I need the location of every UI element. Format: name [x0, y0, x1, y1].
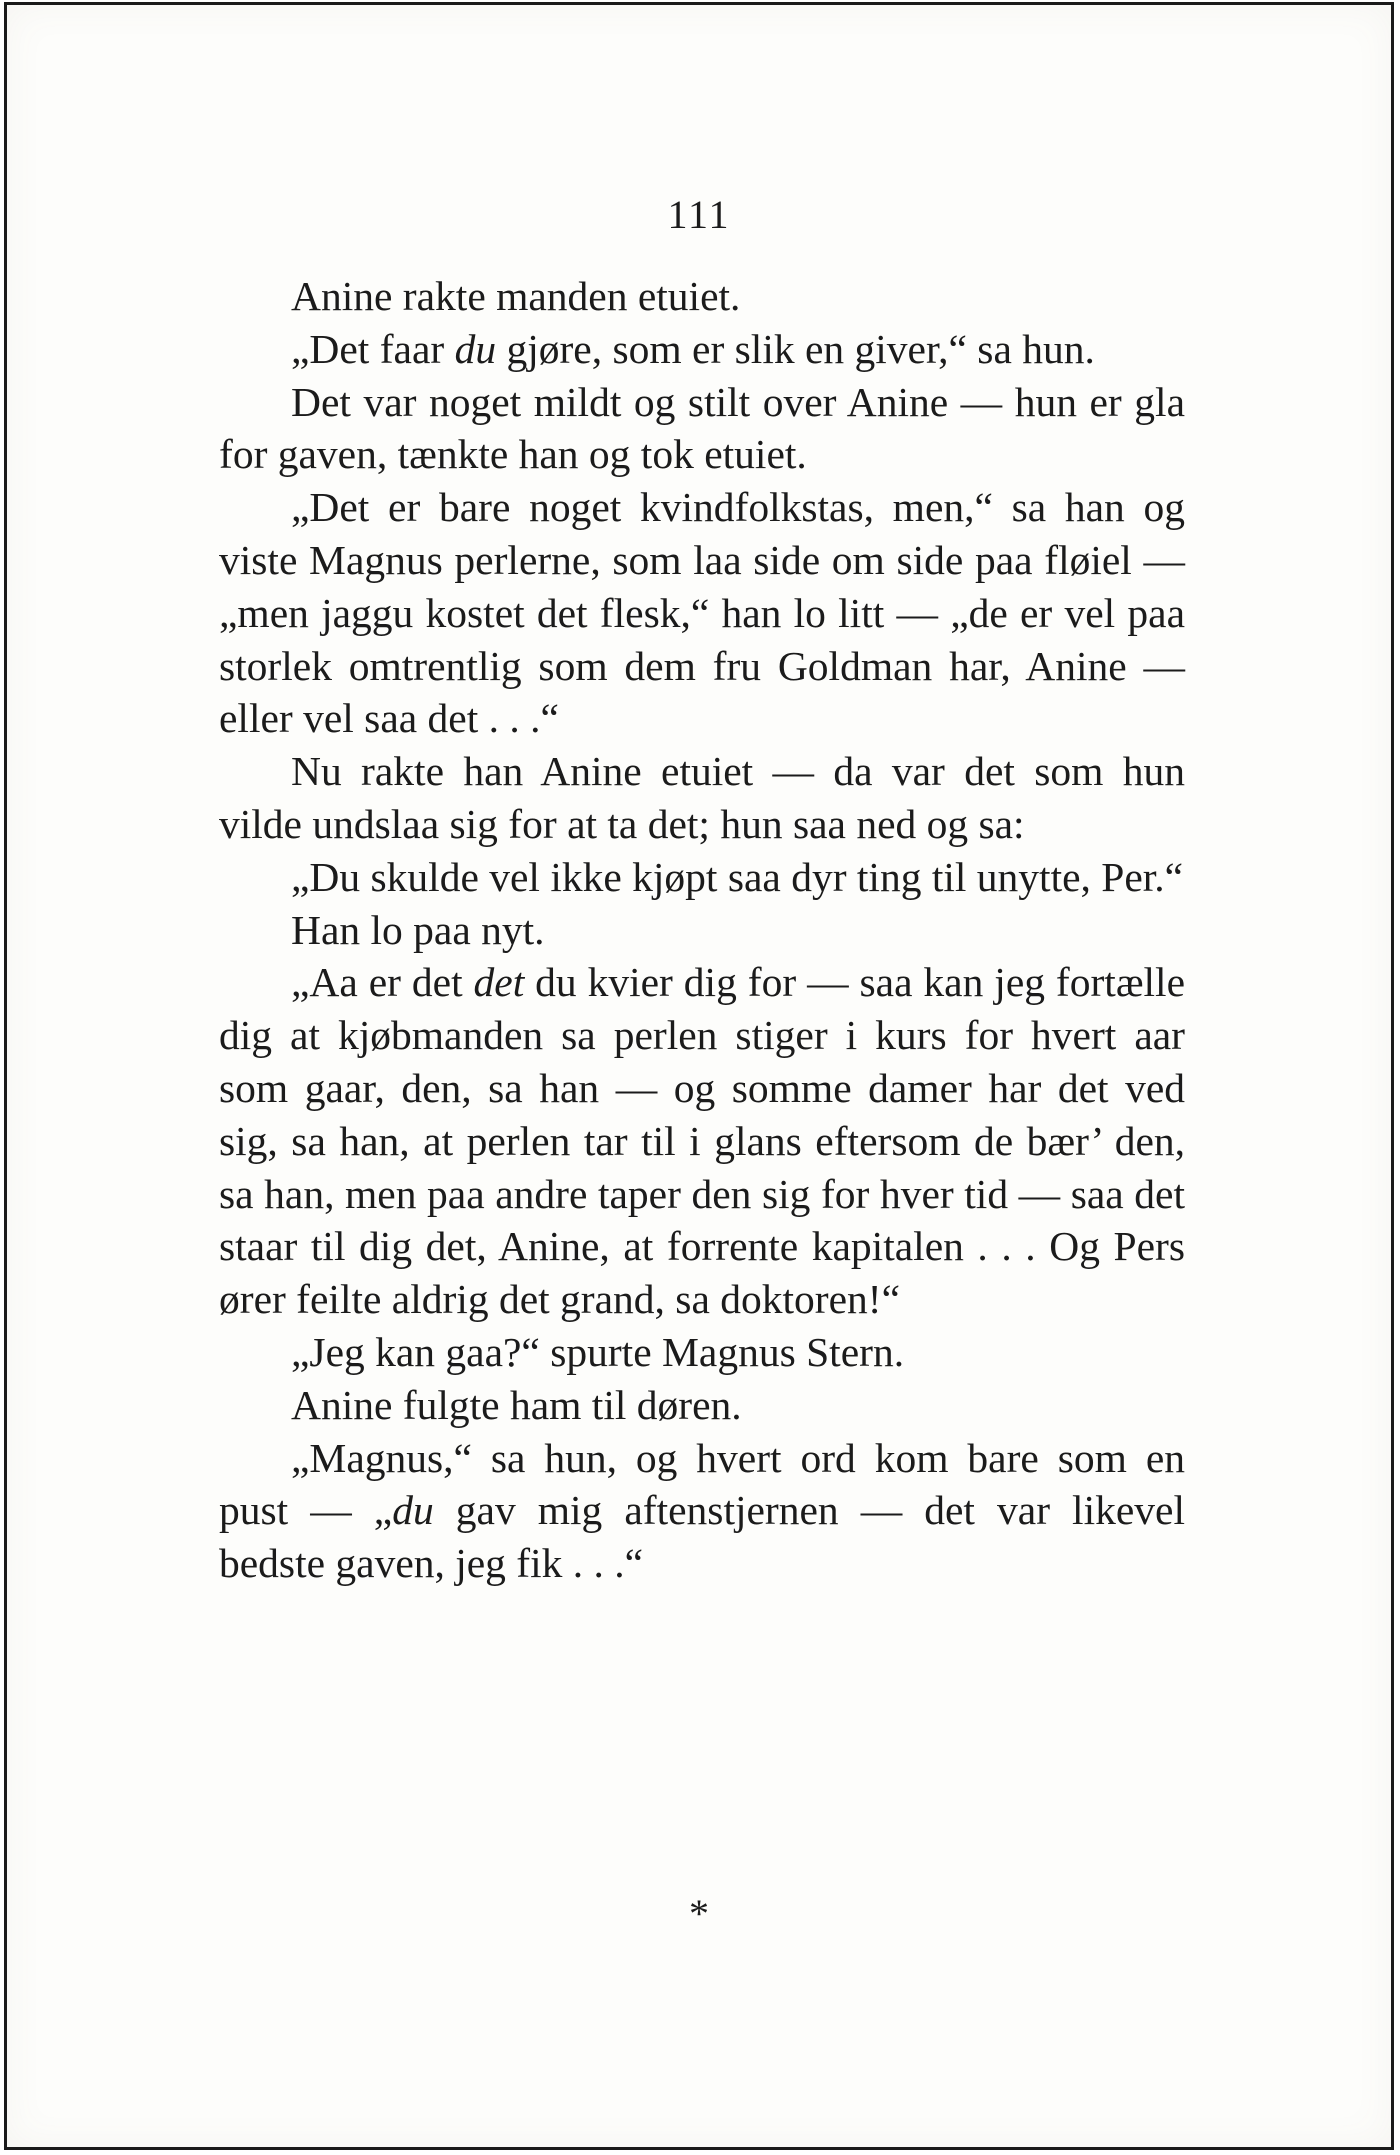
paragraph: [219, 745, 1185, 851]
text-run: „Jeg kan gaa?“ spurte Magnus Stern.: [291, 1328, 905, 1375]
text-run: Det var noget mildt og stilt over Anine — hun er gla for gaven, tænkte han og tok etuiet.: [219, 378, 1185, 478]
italic-text: du: [392, 1487, 434, 1534]
text-run: du kvier dig for — saa kan jeg fortælle dig at kjøbmanden sa perlen stiger i kurs for hvert aar som gaar, den, sa han — og somme damer har det ved sig, sa han, at perlen tar til i glans eftersom de bær’ den, sa han, men paa andre taper den sig for hver tid — saa det staar til dig det, Anine, at forrente kapitalen . . . Og Pers ører feilte aldrig det grand, sa doktoren!“: [219, 959, 1185, 1323]
paragraph: [219, 376, 1185, 482]
paragraph: [219, 1326, 1185, 1379]
text-run: „Magnus,“ sa hun, og hvert ord kom bare som en pust — „: [219, 1434, 1185, 1534]
paragraph: [219, 904, 1185, 957]
text-run: Nu rakte han Anine etuiet — da var det som hun vilde undslaa sig for at ta det; hun saa ned og sa:: [219, 748, 1185, 847]
paragraph: [219, 956, 1185, 1326]
text-run: gjøre, som er slik en giver,“ sa hun.: [496, 325, 1095, 372]
paragraph: [219, 1432, 1185, 1590]
paragraph: [219, 481, 1185, 745]
page-number: 111: [667, 192, 731, 237]
italic-text: det: [473, 959, 525, 1006]
text-run: Anine fulgte ham til døren.: [291, 1381, 742, 1428]
section-break-asterisk: *: [689, 1891, 709, 1936]
text-run: „Det er bare noget kvindfolkstas, men,“ sa han og viste Magnus perlerne, som laa side om side paa fløiel — „men jaggu kostet det flesk,“ han lo litt — „de er vel paa storlek omtrentlig som dem fru Goldman har, Anine — eller vel saa det . . .“: [219, 484, 1185, 742]
paragraph: [219, 1379, 1185, 1432]
paragraph: [219, 270, 1185, 323]
text-run: Anine rakte manden etuiet.: [291, 273, 741, 319]
text-run: „Det faar: [291, 325, 455, 372]
paragraph: [219, 323, 1185, 376]
paragraph: [219, 851, 1185, 904]
text-run: „Du skulde vel ikke kjøpt saa dyr ting til unytte, Per.“: [291, 853, 1184, 900]
book-page: [4, 2, 1394, 2150]
italic-text: du: [454, 325, 497, 372]
text-run: „Aa er det: [291, 959, 474, 1006]
body-text: [219, 270, 1185, 1590]
text-run: gav mig aftenstjernen — det var likevel bedste gaven, jeg fik . . .“: [219, 1487, 1185, 1587]
text-run: Han lo paa nyt.: [291, 906, 545, 953]
